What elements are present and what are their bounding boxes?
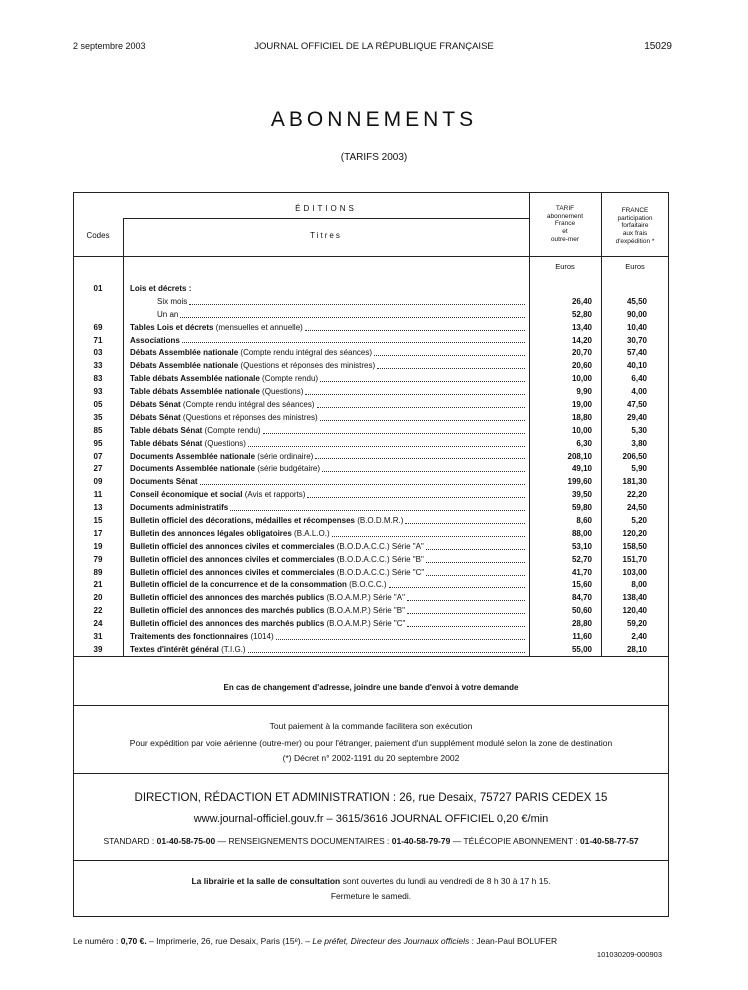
table-row [73, 412, 669, 425]
dot-leader [426, 541, 525, 550]
table-row [73, 309, 669, 322]
dot-leader [200, 476, 525, 485]
row-code: 03 [93, 348, 103, 358]
row-code: 09 [93, 477, 103, 487]
row-france-value: 181,30 [622, 477, 647, 487]
phone-line [73, 836, 669, 846]
row-title-bold: Table débats Sénat [130, 425, 203, 435]
footer-line [73, 936, 669, 946]
dot-leader [405, 515, 525, 524]
table-row [73, 399, 669, 412]
row-title-detail: (B.O.A.M.P.) Série "A" [324, 593, 405, 603]
france-header-line: FRANCE [621, 207, 649, 214]
tarif-header-line: TARIF [555, 205, 575, 212]
row-title [130, 451, 527, 464]
france-header-line: participation [617, 214, 653, 222]
row-title-bold: Documents administratifs [130, 503, 229, 513]
table-row [73, 528, 669, 541]
header-page-number: 15029 [644, 41, 672, 52]
row-france-value: 2,40 [631, 632, 647, 642]
dot-leader [377, 360, 525, 369]
table-row [73, 567, 669, 580]
table-row [73, 631, 669, 644]
renseignements-number: 01-40-58-79-79 [391, 836, 451, 846]
row-title [157, 309, 527, 322]
row-title-bold: Documents Sénat [130, 477, 198, 487]
row-france-value: 30,70 [626, 335, 647, 345]
dot-leader [407, 605, 525, 614]
row-france-value: 138,40 [622, 593, 647, 603]
row-title-bold: Traitements des fonctionnaires [130, 632, 249, 642]
row-title [130, 605, 527, 618]
row-code: 35 [93, 412, 103, 422]
table-row [73, 335, 669, 348]
table-row [73, 386, 669, 399]
row-title-detail: (B.O.D.A.C.C.) Série "C" [334, 567, 425, 577]
table-row [73, 605, 669, 618]
row-france-value: 120,20 [622, 528, 647, 538]
row-code: 79 [93, 554, 103, 564]
row-title [130, 515, 527, 528]
table-row [73, 489, 669, 502]
row-code: 83 [93, 374, 103, 384]
row-tarif-value: 14,20 [571, 335, 592, 345]
row-code: 17 [93, 528, 103, 538]
row-code: 13 [93, 503, 103, 513]
row-title [130, 386, 527, 399]
dot-leader [317, 399, 525, 408]
row-title-detail: (B.O.D.M.R.) [354, 516, 404, 526]
table-row [73, 592, 669, 605]
table-row [73, 579, 669, 592]
row-title-bold: Bulletin officiel des annonces civiles et commerciales [130, 567, 335, 577]
dot-leader [315, 451, 525, 460]
row-title-detail: (B.A.L.O.) [291, 528, 330, 538]
row-tarif-value: 13,40 [571, 322, 592, 332]
row-title [130, 476, 527, 489]
france-header-line: forfaitaire [621, 222, 649, 230]
row-tarif-value: 84,70 [571, 593, 592, 603]
dot-leader [374, 347, 525, 356]
row-france-value: 45,50 [626, 296, 647, 306]
dot-leader [322, 463, 525, 472]
dot-leader [263, 425, 525, 434]
row-title [130, 618, 527, 631]
row-code: 22 [93, 606, 103, 616]
row-title-detail: (B.O.D.A.C.C.) Série "A" [334, 541, 424, 551]
row-title [130, 347, 527, 360]
row-tarif-value: 6,30 [576, 438, 592, 448]
standard-label: STANDARD : [103, 836, 157, 846]
row-code: 95 [93, 438, 103, 448]
table-row [73, 451, 669, 464]
row-tarif-value: 20,70 [571, 348, 592, 358]
row-code: 07 [93, 451, 103, 461]
row-title-detail: (Compte rendu intégral des séances) [238, 348, 373, 358]
row-title-bold: Documents Assemblée nationale [130, 464, 256, 474]
row-title-bold: Associations [130, 335, 180, 345]
footer-reference: 101030209-000903 [596, 950, 662, 959]
codes-header: Codes [86, 231, 110, 240]
hours-rest: sont ouvertes du lundi au vendredi de 8 h 30 à 17 h 15. [340, 876, 551, 886]
payment-line-2: Pour expédition par voie aérienne (outre-mer) ou pour l'étranger, paiement d'un supplément modulé selon la zone de destination [129, 738, 613, 748]
dot-leader [332, 528, 525, 537]
row-code: 27 [93, 464, 103, 474]
row-title-detail: (mensuelles et annuelle) [213, 322, 303, 332]
row-title-bold: Bulletin officiel des annonces des marchés publics [130, 593, 325, 603]
dot-leader [230, 502, 525, 511]
row-tarif-value: 39,50 [571, 490, 592, 500]
row-title-detail: (Compte rendu intégral des séances) [180, 400, 315, 410]
row-title-bold: Débats Assemblée nationale [130, 348, 239, 358]
row-tarif-value: 19,00 [571, 400, 592, 410]
row-tarif-value: 208,10 [567, 451, 592, 461]
row-title-bold: Table débats Sénat [130, 438, 203, 448]
table-row [73, 438, 669, 451]
row-title [130, 438, 527, 451]
dot-leader [182, 335, 525, 344]
row-title-bold: Débats Assemblée nationale [130, 361, 239, 371]
dot-leader [389, 579, 526, 588]
row-title [157, 296, 527, 309]
row-title-bold: Lois et décrets : [130, 284, 192, 293]
row-code: 05 [93, 400, 103, 410]
table-row [73, 425, 669, 438]
row-tarif-value: 52,70 [571, 554, 592, 564]
row-title-detail: (Questions) [259, 387, 304, 397]
footer-price: 0,70 €. [120, 936, 147, 946]
dot-leader [189, 296, 525, 305]
row-title-detail: (Compte rendu) [259, 374, 319, 384]
row-code: 21 [93, 580, 103, 590]
row-title-detail: (B.O.D.A.C.C.) Série "B" [334, 554, 424, 564]
table-row [73, 322, 669, 335]
row-title [130, 373, 527, 386]
editions-header: ÉDITIONS [295, 204, 357, 213]
table-row [73, 463, 669, 476]
dot-leader [320, 412, 525, 421]
table-row [73, 541, 669, 554]
row-title-detail: (Questions et réponses des ministres) [238, 361, 376, 371]
row-title [130, 592, 527, 605]
row-tarif-value: 20,60 [571, 361, 592, 371]
hours-line-2: Fermeture le samedi. [330, 891, 412, 901]
row-title-bold: Textes d'intérêt général [130, 644, 219, 654]
row-france-value: 10,40 [626, 322, 647, 332]
dot-leader [320, 373, 525, 382]
table-row [73, 515, 669, 528]
row-france-value: 28,10 [626, 644, 647, 654]
row-title-bold: Bulletin officiel de la concurrence et de la consommation [130, 580, 347, 590]
row-france-value: 8,00 [631, 580, 647, 590]
row-tarif-value: 52,80 [571, 309, 592, 319]
row-title-detail: (B.O.A.M.P.) Série "B" [324, 606, 405, 616]
row-title [130, 528, 527, 541]
dot-leader [307, 489, 525, 498]
row-tarif-value: 88,00 [571, 528, 592, 538]
dot-leader [305, 322, 525, 331]
dot-leader [276, 631, 525, 640]
footer-label: Le numéro : [73, 936, 121, 946]
hours-bold: La librairie et la salle de consultation [191, 876, 341, 886]
row-title-detail: (1014) [248, 632, 274, 642]
row-code: 85 [93, 425, 103, 435]
row-title [130, 567, 527, 580]
row-france-value: 90,00 [626, 309, 647, 319]
row-code: 24 [93, 619, 103, 629]
row-code: 39 [93, 644, 103, 654]
row-france-value: 3,80 [631, 438, 647, 448]
france-header-line: aux frais [622, 230, 648, 238]
row-france-value: 6,40 [631, 374, 647, 384]
telecopie-label: — TÉLÉCOPIE ABONNEMENT : [450, 836, 580, 846]
row-tarif-value: 28,80 [571, 619, 592, 629]
table-row [73, 296, 669, 309]
hours-line-1 [73, 876, 669, 886]
dot-leader [180, 309, 525, 318]
row-tarif-value: 10,00 [571, 374, 592, 384]
row-title-detail: (Questions et réponses des ministres) [180, 412, 318, 422]
row-tarif-value: 41,70 [571, 567, 592, 577]
dot-leader [407, 592, 525, 601]
row-tarif-value: 18,80 [571, 412, 592, 422]
telecopie-number: 01-40-58-77-57 [579, 836, 639, 846]
row-title [130, 644, 527, 657]
dot-leader [305, 386, 525, 395]
row-code: 89 [93, 567, 103, 577]
tarif-header-line: outre-mer [550, 235, 580, 243]
row-france-value: 206,50 [622, 451, 647, 461]
row-title [130, 399, 527, 412]
row-title-bold: Table débats Assemblée nationale [130, 374, 260, 384]
row-france-value: 5,90 [631, 464, 647, 474]
row-tarif-value: 53,10 [571, 541, 592, 551]
table-row [73, 283, 669, 296]
row-code: 01 [93, 284, 103, 293]
row-code: 15 [93, 516, 103, 526]
editions-underline [123, 218, 529, 219]
row-title-detail: (T.I.G.) [218, 644, 246, 654]
table-row [73, 476, 669, 489]
row-code: 19 [93, 541, 103, 551]
row-title [130, 335, 527, 348]
footer-prefect-role: Le préfet, Directeur des Journaux officiels [312, 936, 470, 946]
row-france-value: 57,40 [626, 348, 647, 358]
row-france-value: 120,40 [622, 606, 647, 616]
row-title-bold: Débats Sénat [130, 412, 181, 422]
table-row [73, 554, 669, 567]
footer-printer: – Imprimerie, 26, rue Desaix, Paris (15ᵉ). – [146, 936, 313, 946]
tarif-header-line: et [562, 228, 568, 236]
row-title [130, 631, 527, 644]
row-title [130, 489, 527, 502]
row-tarif-value: 11,60 [572, 632, 592, 642]
row-france-value: 5,20 [631, 516, 647, 526]
row-tarif-value: 8,60 [576, 516, 592, 526]
row-france-value: 59,20 [626, 619, 647, 629]
row-title [130, 541, 527, 554]
france-header-line: d'expédition * [615, 237, 655, 245]
direction-address: DIRECTION, RÉDACTION ET ADMINISTRATION : 26, rue Desaix, 75727 PARIS CEDEX 15 [134, 792, 608, 804]
row-france-value: 22,20 [626, 490, 647, 500]
address-notice: En cas de changement d'adresse, joindre une bande d'envoi à votre demande [223, 683, 519, 692]
row-title [130, 283, 527, 296]
row-title-detail: (B.O.A.M.P.) Série "C" [324, 619, 406, 629]
table-row [73, 618, 669, 631]
row-france-value: 5,30 [631, 425, 647, 435]
row-title [130, 360, 527, 373]
hours-box [73, 860, 669, 917]
titres-header: Titres [310, 231, 342, 240]
tarif-header-line: France [554, 220, 576, 228]
dot-leader [248, 644, 525, 653]
row-title [130, 554, 527, 567]
table-row [73, 502, 669, 515]
address-notice-box [73, 656, 669, 706]
row-title-bold: Bulletin officiel des annonces des marchés publics [130, 606, 325, 616]
row-code: 71 [93, 335, 103, 345]
row-title-detail: (B.O.C.C.) [346, 580, 387, 590]
row-code: 31 [93, 632, 103, 642]
france-header [601, 207, 669, 246]
row-tarif-value: 26,40 [571, 296, 592, 306]
table-row [73, 360, 669, 373]
row-title-detail: (Avis et rapports) [242, 490, 306, 500]
row-title [130, 579, 527, 592]
row-title-bold: Débats Sénat [130, 400, 181, 410]
tarif-header [529, 205, 601, 244]
row-tarif-value: 49,10 [571, 464, 592, 474]
payment-line-3: (*) Décret n° 2002-1191 du 20 septembre 2002 [282, 753, 460, 763]
row-title-bold: Bulletin des annonces légales obligatoires [130, 528, 292, 538]
page-subtitle: (TARIFS 2003) [340, 152, 408, 163]
row-title-detail: Six mois [157, 296, 188, 306]
row-title-bold: Table débats Assemblée nationale [130, 387, 260, 397]
row-title [130, 502, 527, 515]
row-france-value: 47,50 [626, 400, 647, 410]
row-title-bold: Bulletin officiel des annonces civiles et commerciales [130, 554, 335, 564]
dot-leader [426, 567, 525, 576]
row-france-value: 40,10 [626, 361, 647, 371]
row-title-bold: Documents Assemblée nationale [130, 451, 256, 461]
row-title-detail: (Questions) [202, 438, 246, 448]
header-date: 2 septembre 2003 [73, 41, 146, 51]
page-title: ABONNEMENTS [270, 108, 478, 131]
france-unit: Euros [625, 262, 645, 271]
row-france-value: 151,70 [622, 554, 647, 564]
row-code: 33 [93, 361, 103, 371]
row-code: 93 [93, 387, 103, 397]
tarif-header-line: abonnement [546, 212, 584, 220]
row-title-detail: Un an [157, 309, 179, 319]
row-title [130, 412, 527, 425]
renseignements-label: — RENSEIGNEMENTS DOCUMENTAIRES : [215, 836, 392, 846]
row-tarif-value: 199,60 [567, 477, 592, 487]
row-title-bold: Bulletin officiel des annonces civiles et commerciales [130, 541, 335, 551]
table-row [73, 373, 669, 386]
table-row [73, 644, 669, 657]
row-title [130, 425, 527, 438]
tarif-unit: Euros [555, 262, 575, 271]
row-tarif-value: 55,00 [571, 644, 592, 654]
payment-line-1: Tout paiement à la commande facilitera son exécution [269, 721, 473, 731]
row-title [130, 322, 527, 335]
standard-number: 01-40-58-75-00 [156, 836, 216, 846]
row-title-detail: (Compte rendu) [202, 425, 261, 435]
row-title-detail: (série ordinaire) [255, 451, 314, 461]
row-title-bold: Bulletin officiel des décorations, médailles et récompenses [130, 516, 355, 526]
dot-leader [248, 438, 525, 447]
website-line: www.journal-officiel.gouv.fr – 3615/3616 JOURNAL OFFICIEL 0,20 €/min [193, 813, 549, 825]
row-france-value: 29,40 [626, 412, 647, 422]
row-france-value: 24,50 [626, 503, 647, 513]
row-title-detail: (série budgétaire) [255, 464, 320, 474]
header-row-divider [73, 256, 669, 257]
row-code: 11 [93, 490, 103, 500]
row-tarif-value: 59,80 [571, 503, 592, 513]
row-title-bold: Tables Lois et décrets [130, 322, 214, 332]
tariff-rows [73, 283, 669, 657]
dot-leader [407, 618, 525, 627]
row-title-bold: Bulletin officiel des annonces des marchés publics [130, 619, 325, 629]
row-code: 20 [93, 593, 103, 603]
row-tarif-value: 9,90 [576, 387, 592, 397]
row-tarif-value: 15,60 [571, 580, 592, 590]
dot-leader [426, 554, 525, 563]
row-title-bold: Conseil économique et social [130, 490, 243, 500]
footer-prefect-name: : Jean-Paul BOLUFER [469, 936, 558, 946]
row-tarif-value: 10,00 [571, 425, 592, 435]
header-journal-title: JOURNAL OFFICIEL DE LA RÉPUBLIQUE FRANÇAISE [254, 41, 494, 52]
table-row [73, 347, 669, 360]
row-title [130, 463, 527, 476]
row-france-value: 4,00 [631, 387, 647, 397]
row-france-value: 158,50 [622, 541, 647, 551]
row-code: 69 [93, 322, 103, 332]
row-france-value: 103,00 [622, 567, 647, 577]
row-tarif-value: 50,60 [571, 606, 592, 616]
